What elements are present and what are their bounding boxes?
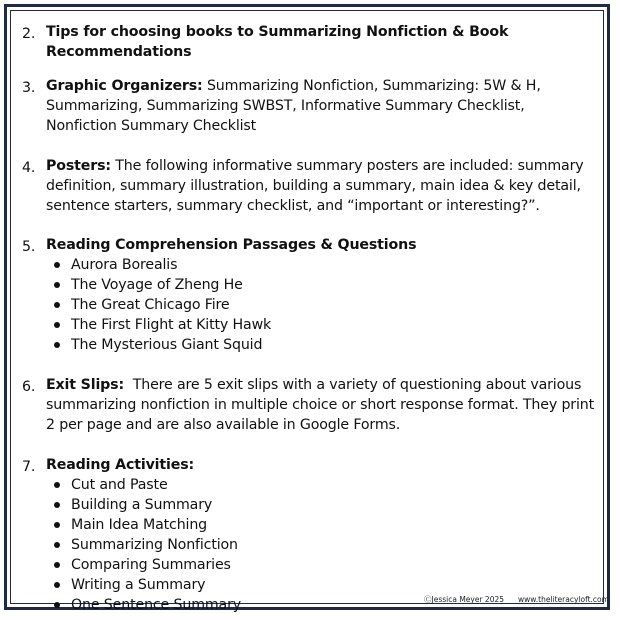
list-item: Aurora Borealis: [54, 255, 595, 275]
section-reading-comprehension: [20, 235, 595, 355]
section-text: The following informative summary posters are included: summary definition, summary illustration, building a summary, main idea & key detail, sentence starters, summary checklist, and “important or interesting?”.: [46, 158, 584, 214]
list-item: Building a Summary: [54, 495, 595, 515]
bullet-icon: [54, 282, 60, 288]
list-item: The Great Chicago Fire: [54, 295, 595, 315]
section-title: Exit Slips:: [46, 377, 124, 393]
section-number: 5.: [22, 239, 36, 255]
list-item: The Voyage of Zheng He: [54, 275, 595, 295]
bullet-icon: [54, 342, 60, 348]
bullet-icon: [54, 302, 60, 308]
bullet-icon: [54, 602, 60, 608]
section-graphic-organizers: [20, 76, 595, 136]
section-number: 2.: [22, 26, 36, 42]
section-text: There are 5 exit slips with a variety of questioning about various summarizing nonfiction in multiple choice or short response format. They print 2 per page and are also available in Google Forms.: [46, 377, 599, 433]
section-exit-slips: [20, 375, 599, 435]
section-number: 4.: [22, 160, 36, 176]
section-number: 7.: [22, 459, 36, 475]
bullet-icon: [54, 482, 60, 488]
bullet-icon: [54, 262, 60, 268]
list-item: Writing a Summary: [54, 575, 595, 595]
section-title: Graphic Organizers:: [46, 78, 203, 94]
list-item: The Mysterious Giant Squid: [54, 335, 595, 355]
copyright-text: ⒸJessica Meyer 2025: [424, 595, 505, 604]
list-item: One Sentence Summary: [54, 595, 595, 615]
section-title: Tips for choosing books to Summarizing Nonfiction & Book Recommendations: [46, 24, 509, 60]
section-text: Summarizing Nonfiction, Summarizing: 5W & H, Summarizing, Summarizing SWBST, Informative Summary Checklist, Nonfiction Summary Checklist: [46, 78, 541, 134]
section-posters: [20, 156, 595, 216]
bullet-icon: [54, 502, 60, 508]
section-number: 6.: [22, 379, 36, 395]
section-tips: [20, 22, 595, 62]
bullet-icon: [54, 542, 60, 548]
list-item: The First Flight at Kitty Hawk: [54, 315, 595, 335]
section-title: Reading Comprehension Passages & Questions: [46, 237, 417, 253]
website-url: www.theliteracyloft.com: [518, 595, 609, 604]
page-content: [20, 22, 599, 615]
section-number: 3.: [22, 80, 36, 96]
footer: [424, 594, 609, 605]
passage-list: [46, 255, 595, 355]
bullet-icon: [54, 562, 60, 568]
section-title: Reading Activities:: [46, 457, 195, 473]
bullet-icon: [54, 582, 60, 588]
section-reading-activities: [20, 455, 595, 615]
bullet-icon: [54, 322, 60, 328]
list-item: Main Idea Matching: [54, 515, 595, 535]
list-item: Comparing Summaries: [54, 555, 595, 575]
section-title: Posters:: [46, 158, 111, 174]
list-item: Summarizing Nonfiction: [54, 535, 595, 555]
list-item: Cut and Paste: [54, 475, 595, 495]
bullet-icon: [54, 522, 60, 528]
